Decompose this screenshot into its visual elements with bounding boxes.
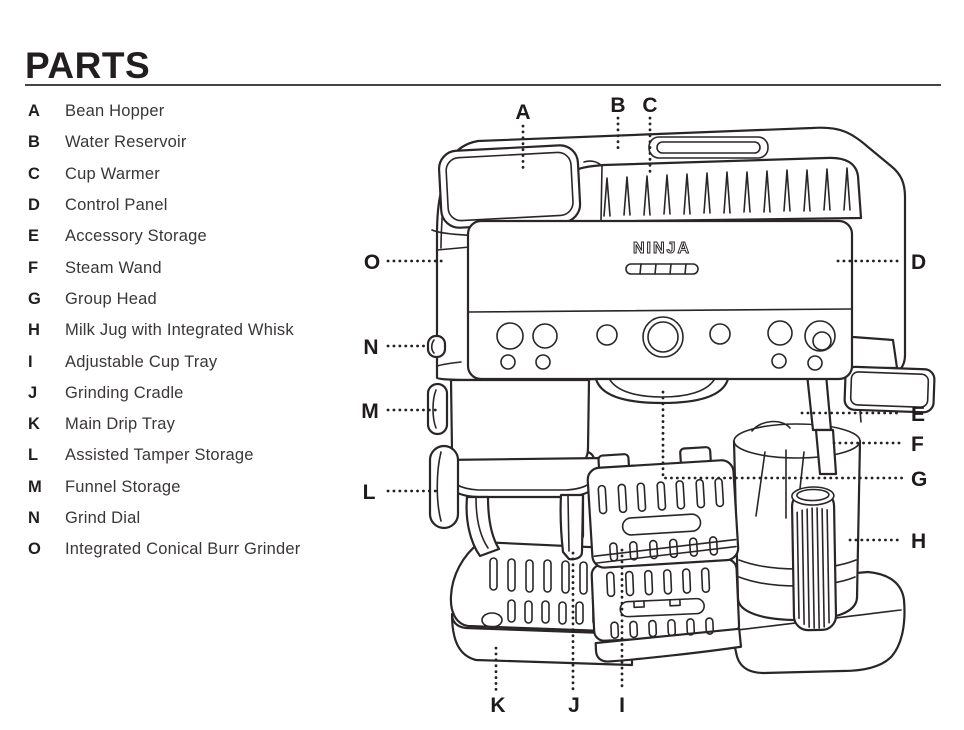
part-label: Steam Wand <box>65 258 162 277</box>
callout-B: B <box>610 94 626 117</box>
part-letter: G <box>28 289 41 308</box>
part-letter: L <box>28 446 39 465</box>
part-letter: D <box>28 196 40 215</box>
callout-C: C <box>642 94 658 117</box>
callout-G: G <box>911 468 928 491</box>
whisk-frother-handle <box>792 487 836 631</box>
control-panel <box>468 221 852 379</box>
part-label: Funnel Storage <box>65 477 181 496</box>
part-label: Assisted Tamper Storage <box>65 446 254 465</box>
part-letter: H <box>28 321 40 340</box>
part-letter: F <box>28 258 39 277</box>
part-letter: C <box>28 164 40 183</box>
water-reservoir-handle <box>649 137 768 158</box>
bean-hopper <box>438 144 581 228</box>
callout-F: F <box>911 433 924 456</box>
group-head <box>596 379 728 403</box>
part-label: Control Panel <box>65 196 168 215</box>
part-label: Integrated Conical Burr Grinder <box>65 540 301 559</box>
grind-dial <box>428 336 445 357</box>
part-label: Group Head <box>65 289 157 308</box>
part-label: Accessory Storage <box>65 227 207 246</box>
page-title: PARTS <box>25 44 151 86</box>
funnel-storage <box>428 384 447 434</box>
part-letter: O <box>28 540 41 559</box>
callout-K: K <box>490 694 506 717</box>
part-label: Grinding Cradle <box>65 383 184 402</box>
center-dial <box>643 317 683 357</box>
right-dial <box>805 321 835 351</box>
callout-M: M <box>361 400 379 423</box>
callout-H: H <box>911 530 927 553</box>
part-letter: I <box>28 352 33 371</box>
accessory-storage-door <box>844 337 934 413</box>
callout-D: D <box>911 251 927 274</box>
indicator-segments <box>626 264 698 274</box>
callout-E: E <box>911 403 926 426</box>
part-label: Water Reservoir <box>65 133 187 152</box>
part-label: Bean Hopper <box>65 102 165 121</box>
callout-N: N <box>363 336 379 359</box>
part-letter: K <box>28 415 40 434</box>
part-letter: N <box>28 509 40 527</box>
part-letter: M <box>28 477 42 496</box>
burr-grinder-tower <box>441 380 604 559</box>
part-label: Milk Jug with Integrated Whisk <box>65 321 294 340</box>
callout-L: L <box>362 481 376 504</box>
part-label: Grind Dial <box>65 509 141 527</box>
part-letter: A <box>28 102 40 121</box>
tamper-storage <box>430 446 458 528</box>
callout-I: I <box>619 694 625 717</box>
callout-A: A <box>515 101 531 124</box>
cup-warmer <box>560 158 861 222</box>
callout-J: J <box>568 694 580 717</box>
part-letter: J <box>28 383 38 402</box>
part-label: Cup Warmer <box>65 164 160 183</box>
part-label: Main Drip Tray <box>65 415 176 434</box>
ninja-logo: NINJA <box>632 240 692 257</box>
callout-O: O <box>363 251 381 274</box>
part-letter: B <box>28 133 40 152</box>
part-label: Adjustable Cup Tray <box>65 352 218 371</box>
part-letter: E <box>28 227 40 246</box>
grinding-cradle-tray <box>591 559 741 662</box>
